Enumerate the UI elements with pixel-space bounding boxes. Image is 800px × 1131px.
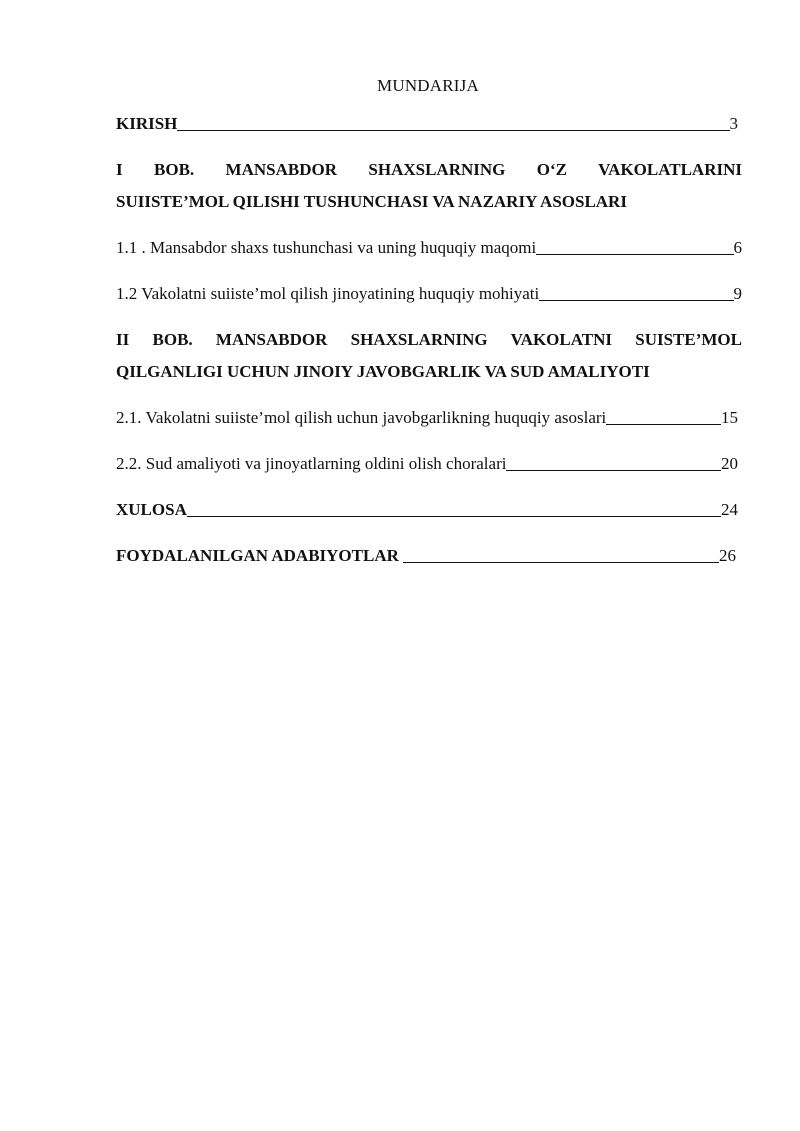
toc-page-number: 9 (733, 284, 742, 303)
toc-entry-label: 2.2. Sud amaliyoti va jinoyatlarning oldini olish choralari (116, 454, 507, 473)
toc-leader-line (539, 300, 733, 301)
toc-entry-label: 2.1. Vakolatni suiiste’mol qilish uchun javobgarlikning huquqiy asoslari (116, 408, 607, 427)
toc-leader-line (606, 424, 721, 425)
toc-entry-2-1 (116, 408, 738, 428)
toc-page-number: 24 (721, 500, 738, 519)
chapter-heading-line: SUIISTE’MOL QILISHI TUSHUNCHASI VA NAZARIY ASOSLARI (116, 192, 627, 211)
toc-entry-2-2 (116, 454, 738, 474)
page-title: MUNDARIJA (377, 76, 479, 95)
toc-page-number: 6 (733, 238, 742, 257)
toc-entry-xulosa (116, 500, 738, 520)
toc-entry-label: 1.1 . Mansabdor shaxs tushunchasi va uning huquqiy maqomi (116, 238, 537, 257)
toc-leader-line (536, 254, 733, 255)
chapter-heading-line: QILGANLIGI UCHUN JINOIY JAVOBGARLIK VA SUD AMALIYOTI (116, 362, 650, 381)
toc-page-number: 26 (719, 546, 736, 565)
toc-leader-line (177, 130, 729, 131)
toc-entry-label: FOYDALANILGAN ADABIYOTLAR (116, 546, 404, 565)
toc-entry-1-1 (116, 238, 742, 258)
toc-entry-kirish (116, 114, 738, 134)
toc-leader-line (187, 516, 721, 517)
toc-entry-label: KIRISH (116, 114, 178, 133)
chapter-heading-line: I BOB. MANSABDOR SHAXSLARNING O‘Z VAKOLATLARINI (116, 160, 742, 179)
toc-page-number: 15 (721, 408, 738, 427)
toc-page-number: 20 (721, 454, 738, 473)
toc-entry-label: 1.2 Vakolatni suiiste’mol qilish jinoyatining huquqiy mohiyati (116, 284, 540, 303)
toc-page-number: 3 (729, 114, 738, 133)
toc-chapter-2-heading (116, 324, 742, 388)
toc-entry-1-2 (116, 284, 742, 304)
toc-entry-label: XULOSA (116, 500, 187, 519)
toc-entry-adabiyotlar (116, 546, 736, 566)
toc-chapter-1-heading (116, 154, 742, 218)
chapter-heading-line: II BOB. MANSABDOR SHAXSLARNING VAKOLATNI SUISTE’MOL (116, 330, 742, 349)
toc-leader-line (403, 562, 719, 563)
toc-leader-line (506, 470, 721, 471)
